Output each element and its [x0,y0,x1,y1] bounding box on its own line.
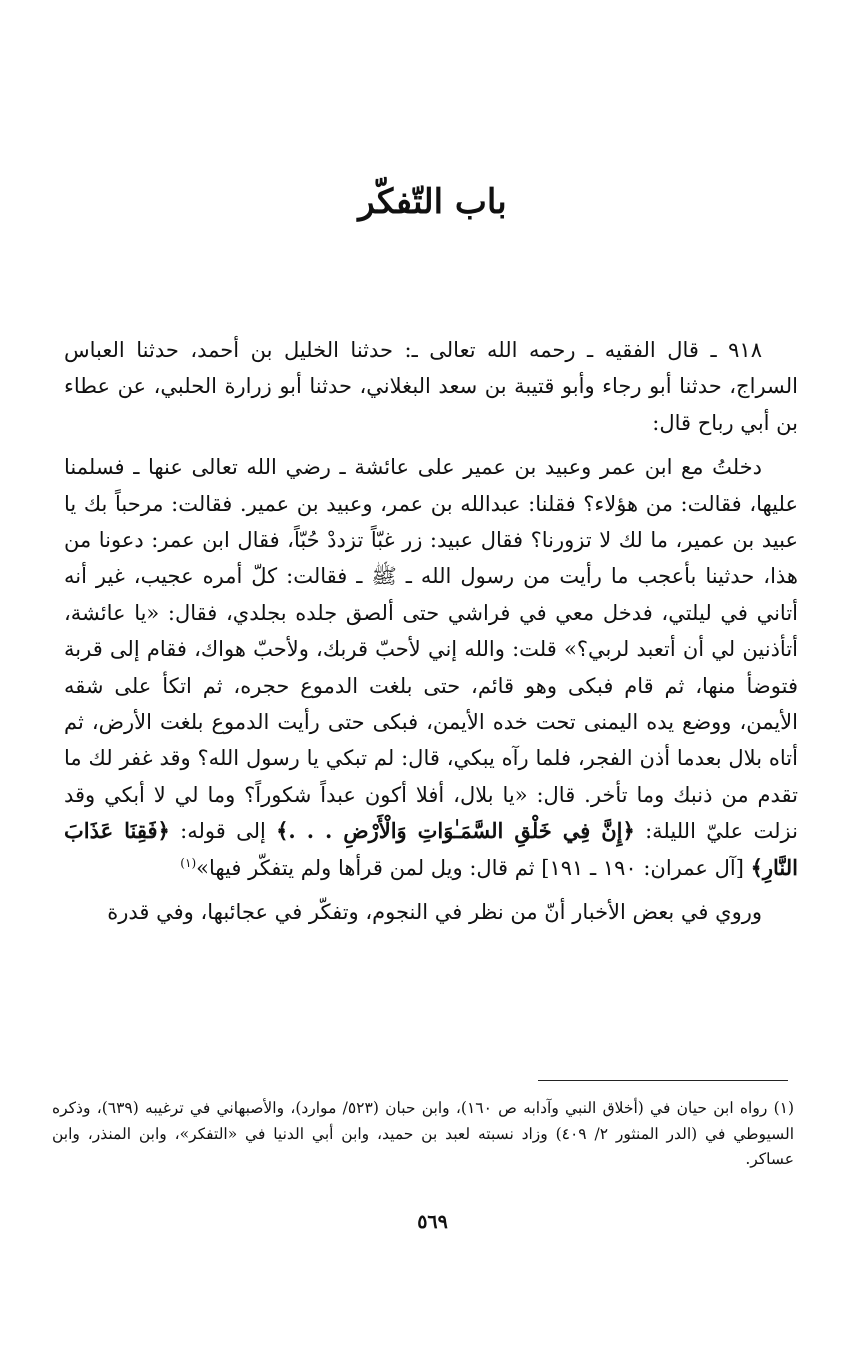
footnote-1: (١) رواه ابن حيان في (أخلاق النبي وآدابه ص ١٦٠)، وابن حبان (٥٢٣/ موارد)، والأصبهاني في ترغيبه (٦٣٩)، وذكره السيوطي في (الدر المنثور ٢/ ٤٠٩) وزاد نسبته لعبد بن حميد، وابن أبي الدنيا في «التفكر»، وابن المنذر، وابن عساكر. [52,1099,795,1168]
hadith-paragraph-isnad: ٩١٨ ـ قال الفقيه ـ رحمه الله تعالى ـ: حدثنا الخليل بن أحمد، حدثنا العباس السراج، حدثنا أبو رجاء وأبو قتيبة بن سعد البغلاني، حدثنا أبو زرارة الحلبي، عن عطاء بن أبي رباح قال: [64,338,798,435]
footnote-separator [538,1080,788,1081]
main-text [64,332,798,931]
matn-text-mid: إلى قوله: [169,819,277,844]
hadith-paragraph-matn [64,449,798,886]
matn-text-end: [آل عمران: ١٩٠ ـ ١٩١] ثم قال: ويل لمن قرأها ولم يتفكّر فيها» [196,855,751,880]
quran-quote-2: ﴿فَقِنَا عَذَابَ النَّارِ﴾ [64,818,798,880]
footnotes [52,1096,794,1173]
page-number: ٥٦٩ [417,1211,448,1233]
quran-quote-1: ﴿إِنَّ فِي خَلْقِ السَّمَـٰوَاتِ وَالْأَرْضِ . . .﴾ [276,818,635,844]
closing-paragraph: وروي في بعض الأخبار أنّ من نظر في النجوم، وتفكّر في عجائبها، وفي قدرة [107,900,762,925]
matn-text: دخلتُ مع ابن عمر وعبيد بن عمير على عائشة ـ رضي الله تعالى عنها ـ فسلمنا عليها، فقالت: من هؤلاء؟ فقلنا: عبدالله بن عمر، وعبيد بن عمير. فقالت: مرحباً بك يا عبيد بن عمير، ما لك لا تزورنا؟ فقال عبيد: زر غبّاً تزددْ حُبّاً، فقال ابن عمر: دعونا من هذا، حدثينا بأعجب ما رأيت من رسول الله ـ ﷺ ـ فقالت: كلّ أمره عجيب، غير أنه أتاني في ليلتي، فدخل معي في فراشي حتى ألصق جلده بجلدي، فقال: «يا عائشة، أتأذنين لي أن أتعبد لربي؟» قلت: والله إني لأحبّ قربك، ولأحبّ هواك، فقام إلى قربة فتوضأ منها، ثم قام فبكى وهو قائم، حتى بلغت الدموع حجره، ثم اتكأ على شقه الأيمن، ووضع يده اليمنى تحت خده الأيمن، فبكى حتى رأيت الدموع بلغت الأرض، ثم أتاه بلال بعدما أذن الفجر، فلما رآه يبكي، قال: لم تبكي يا رسول الله؟ وقد غفر لك ما تقدم من ذنبك وما تأخر. قال: «يا بلال، أفلا أكون عبداً شكوراً؟ وما لي لا أبكي وقد نزلت عليّ الليلة: [64,455,798,844]
chapter-title: باب التّفكّر [358,182,507,222]
footnote-reference: (١) [180,855,197,870]
